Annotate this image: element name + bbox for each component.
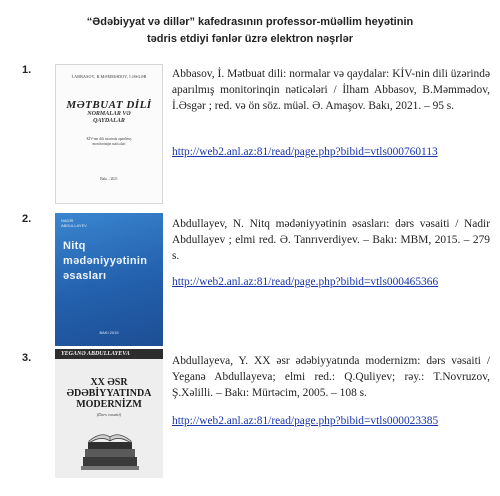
entry-number: 3. (22, 352, 32, 364)
books-illustration-icon (79, 427, 141, 473)
citation-text: Abbasov, İ. Mətbuat dili: normalar və qaydalar: KİV-nin dili üzərində aparılmış monitorinqin nəticələri / İlham Abbasov, B.Məmmədov, İ.Əsgər ; red. və ön söz. müəl. Ə. Amaşov. Bakı, 2021. – 95 s. (172, 68, 490, 112)
cover-title-line-3: əsasları (63, 270, 107, 282)
cover-author-line-2: ABDULLAYEV (61, 223, 87, 228)
cover-desc-2: monitorinqin nəticələri (92, 142, 126, 146)
cover-subtitle-1: NORMALAR VƏ (87, 111, 131, 117)
entry-number: 1. (22, 64, 32, 76)
citation-text: Abdullayev, N. Nitq mədəniyyətinin əsasları: dərs vəsaiti / Nadir Abdullayev ; elmi red. Ə. Tanrıverdiyev. – Bakı: MBM, 2015. – 279 s. (172, 218, 490, 262)
cover-title-line-1: Nitq (63, 240, 86, 252)
cover-title (55, 377, 163, 410)
cover-title: MƏTBUAT DİLİ (66, 99, 152, 111)
cover-authors: İ.ABBASOV, B.MƏMMƏDOV, İ.ƏSGƏR (71, 74, 147, 79)
book-cover-1 (55, 64, 163, 204)
citation-text: Abdullayeva, Y. XX əsr ədəbiyyatında modernizm: dərs vəsaiti / Yeganə Abdullayeva; elmi red.: Q.Quliyev; rəy.: T.Novruzov, Ş.Xəlilli. – Bakı: Mürtəcim, 2005. – 108 s. (172, 355, 490, 399)
cover-author-line-1: NADİR (61, 218, 74, 223)
cover-title (63, 239, 147, 284)
cover-year: Bakı – 2021 (100, 177, 118, 181)
cover-year: BAKI 2015 (99, 330, 119, 335)
read-link[interactable]: http://web2.anl.az:81/read/page.php?bibid=vtls000023385 (172, 415, 439, 427)
cover-desc-1: KİV-nin dili üzərində aparılmış (86, 137, 132, 141)
cover-title-line-1: XX ƏSR (90, 377, 128, 388)
cover-title-line-2: ƏDƏBİYYATINDA (66, 388, 152, 399)
document-header (0, 14, 500, 48)
read-link[interactable]: http://web2.anl.az:81/read/page.php?bibid=vtls000465366 (172, 276, 439, 288)
cover-author (61, 218, 87, 228)
book-cover-3 (55, 349, 163, 478)
cover-author: YEGANƏ ABDULLAYEVA (55, 349, 163, 359)
entry-number: 2. (22, 213, 32, 225)
cover-title-line-2: mədəniyyətinin (63, 255, 148, 267)
book-cover-2 (55, 213, 163, 346)
cover-title-line-3: MODERNİZM (76, 399, 142, 410)
header-line-2: tədris etdiyi fənlər üzrə elektron nəşrlər (146, 33, 354, 45)
read-link[interactable]: http://web2.anl.az:81/read/page.php?bibid=vtls000760113 (172, 146, 438, 158)
cover-subtitle-2: QAYDALAR (93, 118, 125, 124)
cover-subtitle: (Dərs vəsaiti) (96, 412, 122, 417)
header-line-1: “Ədəbiyyat və dillər” kafedrasının professor-müəllim heyətinin (86, 16, 414, 28)
